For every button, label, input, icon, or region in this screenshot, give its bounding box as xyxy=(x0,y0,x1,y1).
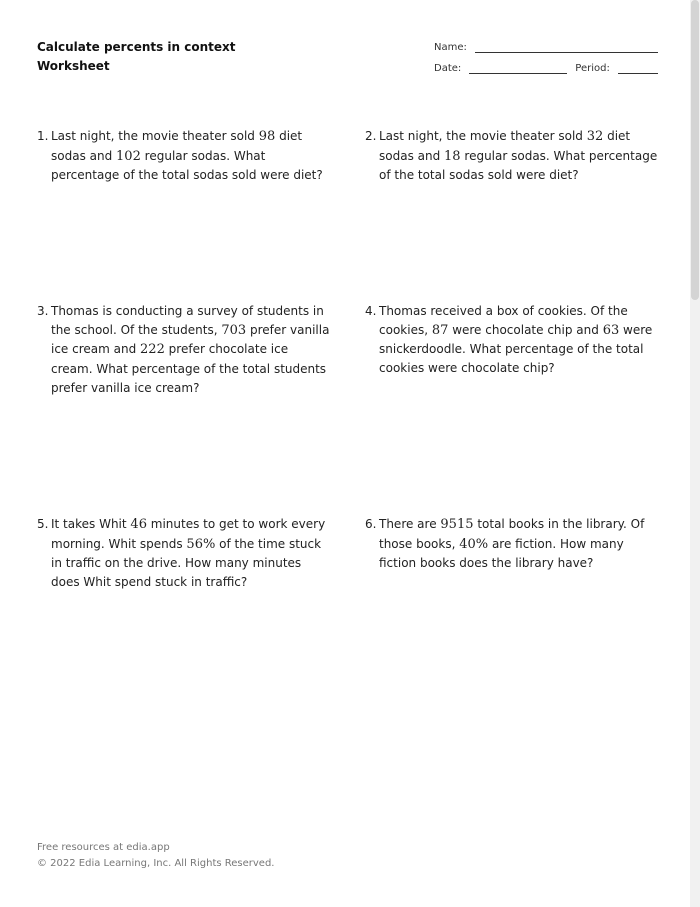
problem-4 xyxy=(365,302,660,378)
problem-6 xyxy=(365,515,660,573)
problem-text: There are 9515 total books in the library. Of those books, 40% are fiction. How many fiction books does the library have? xyxy=(379,517,645,571)
period-line xyxy=(618,63,658,74)
problem-text: Last night, the movie theater sold 98 diet sodas and 102 regular sodas. What percentage of the total sodas sold were diet? xyxy=(51,129,323,183)
date-line xyxy=(469,63,567,74)
worksheet-title xyxy=(37,38,236,76)
problem-number: 3. xyxy=(37,304,49,318)
title-line-1: Calculate percents in context xyxy=(37,40,236,54)
problem-number: 6. xyxy=(365,517,377,531)
date-label: Date: xyxy=(434,63,462,74)
problem-text: Thomas is conducting a survey of students in the school. Of the students, 703 prefer vanilla ice cream and 222 prefer chocolate ice cream. What percentage of the total students prefer vanilla ice cream? xyxy=(51,304,330,395)
problem-number: 5. xyxy=(37,517,49,531)
name-field xyxy=(434,42,658,53)
problem-1 xyxy=(37,127,332,185)
problem-text: It takes Whit 46 minutes to get to work every morning. Whit spends 56% of the time stuck in traffic on the drive. How many minutes does Whit spend stuck in traffic? xyxy=(51,517,326,590)
name-line xyxy=(475,42,658,53)
scrollbar-thumb[interactable] xyxy=(691,0,699,300)
problem-2 xyxy=(365,127,660,185)
problem-5 xyxy=(37,515,332,592)
name-label: Name: xyxy=(434,42,467,53)
problem-number: 2. xyxy=(365,129,377,143)
problem-text: Thomas received a box of cookies. Of the cookies, 87 were chocolate chip and 63 were snickerdoodle. What percentage of the total cookies were chocolate chip? xyxy=(379,304,653,376)
problem-text: Last night, the movie theater sold 32 diet sodas and 18 regular sodas. What percentage of the total sodas sold were diet? xyxy=(379,129,658,183)
problem-number: 1. xyxy=(37,129,49,143)
problem-3 xyxy=(37,302,332,398)
footer-resources: Free resources at edia.app xyxy=(37,842,170,853)
footer-copyright: © 2022 Edia Learning, Inc. All Rights Reserved. xyxy=(37,857,275,869)
date-period-field xyxy=(434,63,658,74)
period-label: Period: xyxy=(575,63,610,74)
problem-number: 4. xyxy=(365,304,377,318)
title-line-2: Worksheet xyxy=(37,59,110,73)
scrollbar-track[interactable] xyxy=(690,0,700,907)
footer xyxy=(37,840,275,871)
